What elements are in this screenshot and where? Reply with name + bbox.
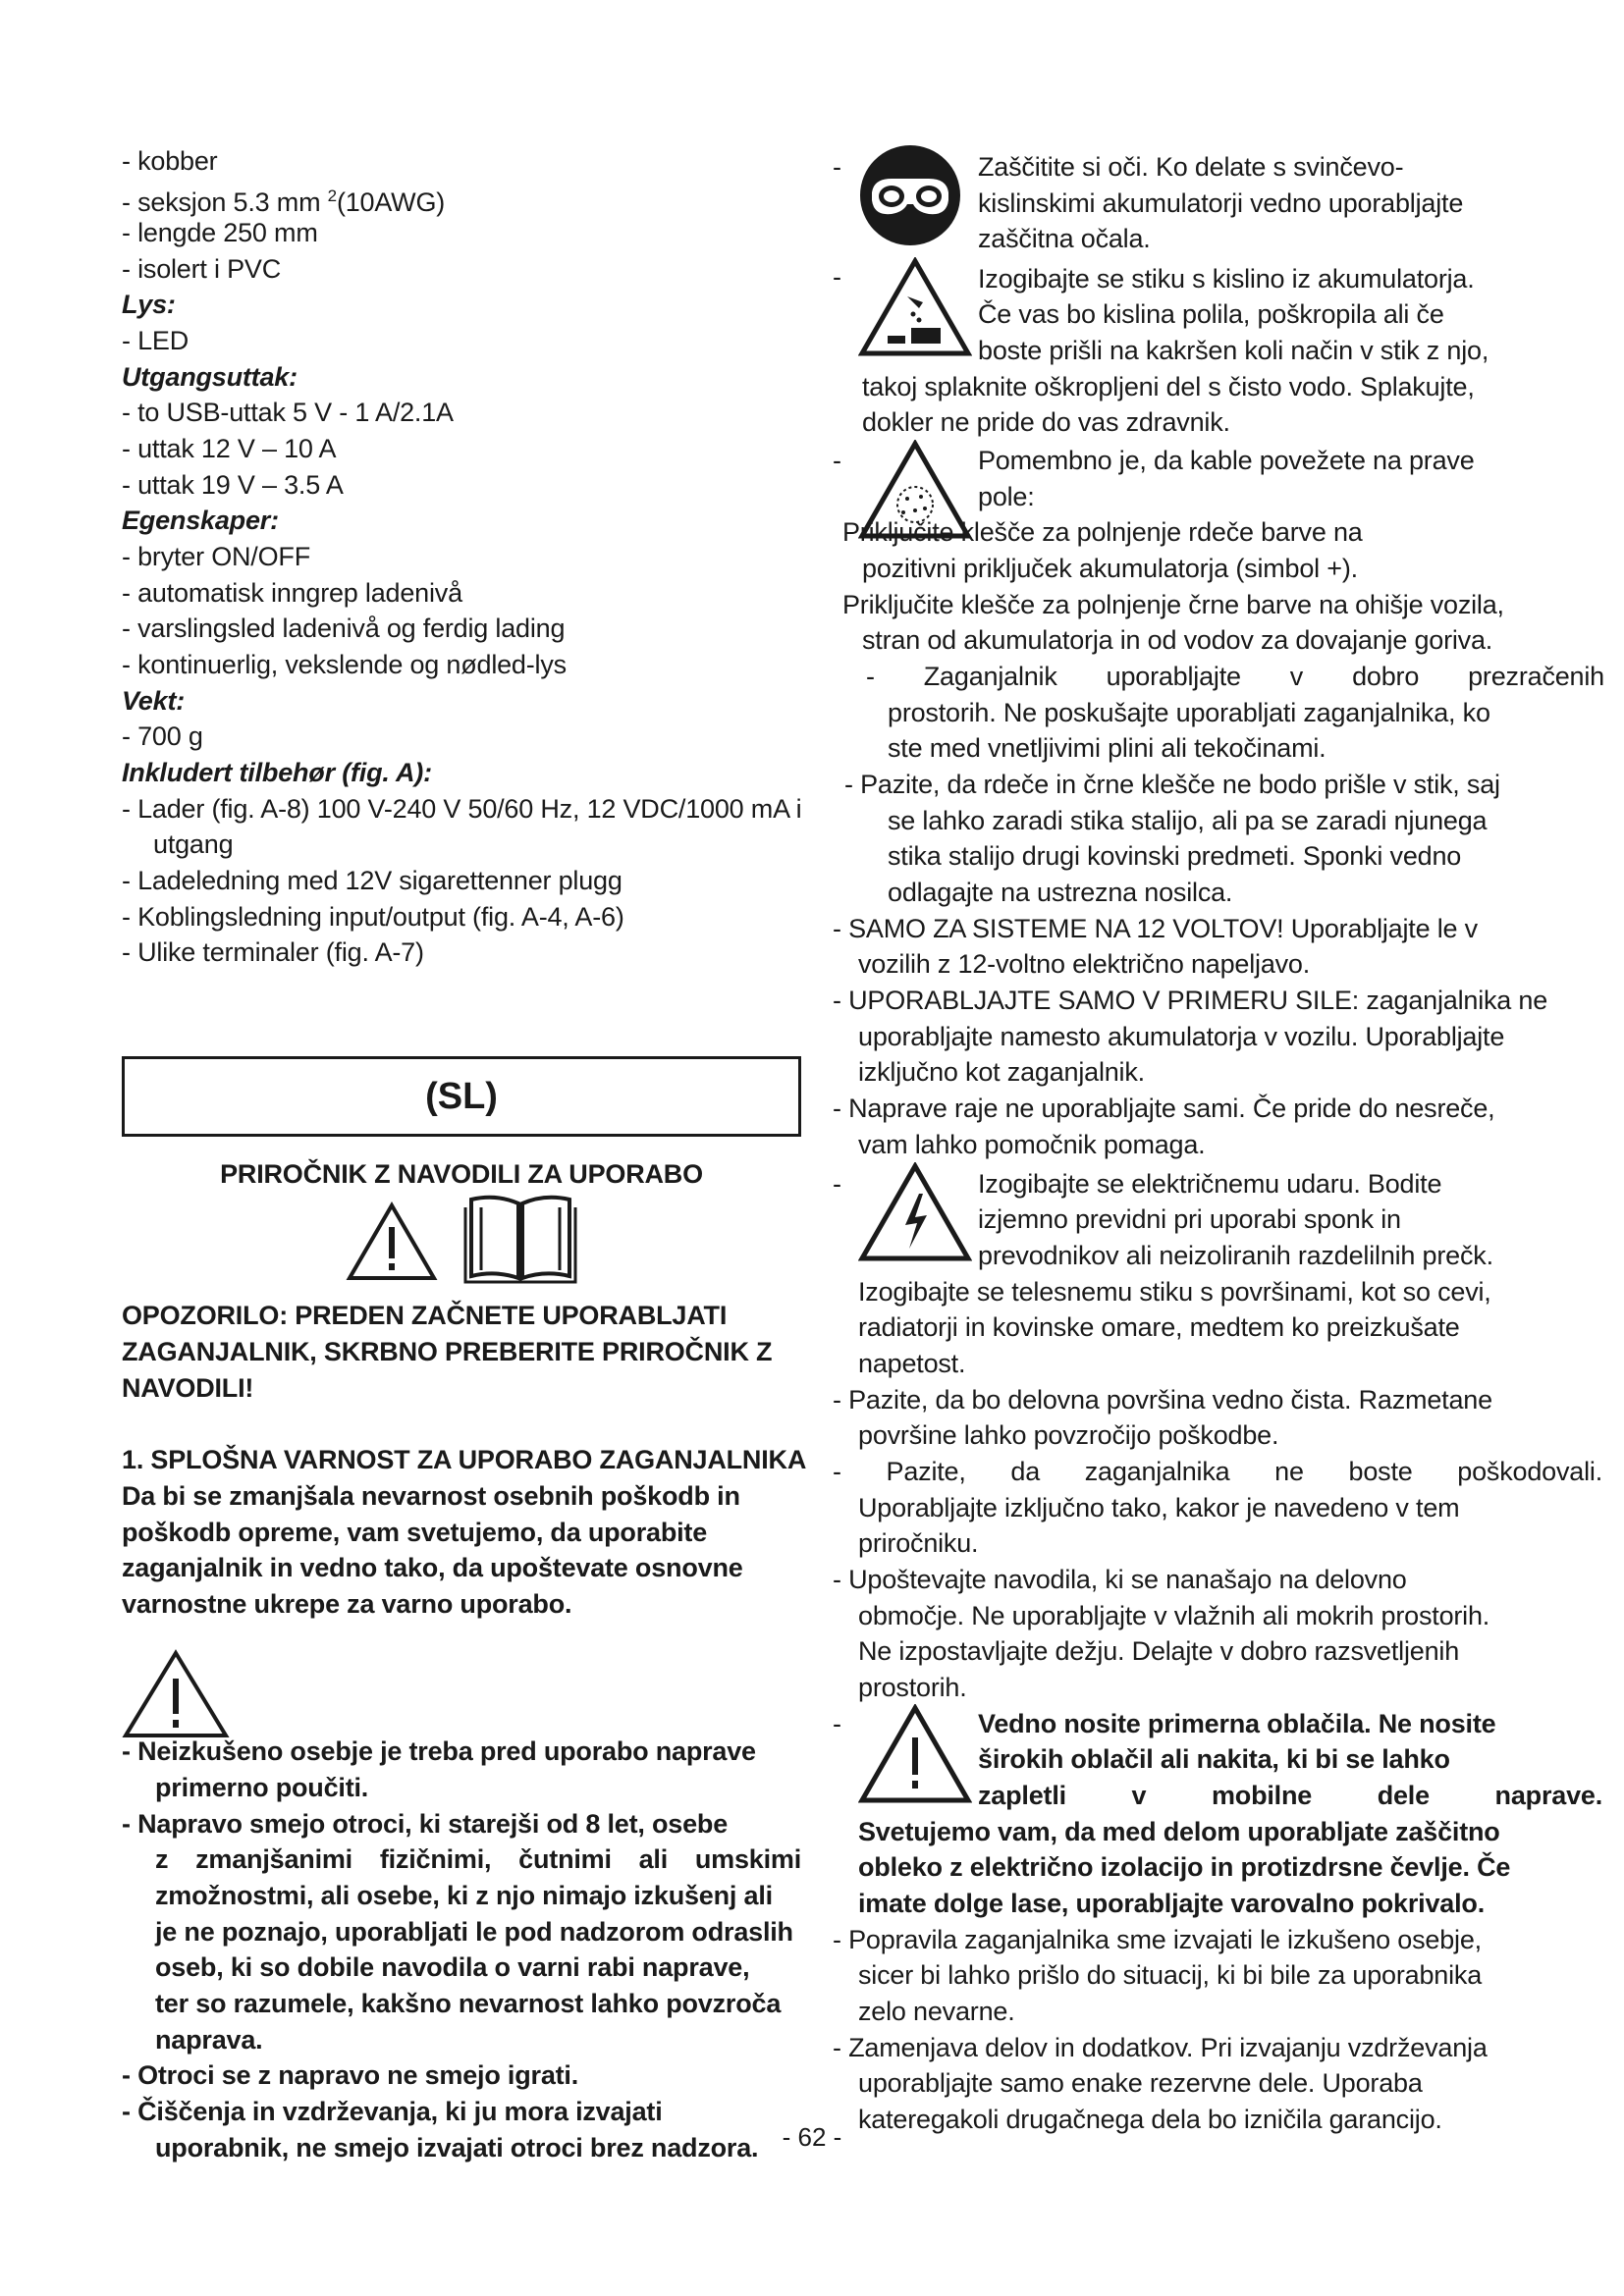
read-manual-book-icon xyxy=(461,1194,579,1284)
bullet-dash: - xyxy=(833,1709,841,1738)
bullet: - Čiščenja in vzdrževanja, ki ju mora izvajati xyxy=(122,2097,663,2126)
right-text: pole: xyxy=(978,482,1035,511)
warning-triangle-icon xyxy=(346,1201,438,1282)
manual-title: PRIROČNIK Z NAVODILI ZA UPORABO xyxy=(220,1159,703,1189)
warning-text: ZAGANJALNIK, SKRBNO PREBERITE PRIROČNIK Z xyxy=(122,1337,773,1366)
safety-goggles-icon xyxy=(858,143,962,247)
spec-line: - kobber xyxy=(122,146,218,176)
right-text: priročniku. xyxy=(858,1528,979,1558)
lys-item: - LED xyxy=(122,326,189,355)
right-text: se lahko zaradi stika stalijo, ali pa se zaradi njunega xyxy=(888,806,1488,835)
right-text: stika stalijo drugi kovinski predmeti. Sponki vedno xyxy=(888,841,1462,871)
right-text: Pomembno je, da kable povežete na prave xyxy=(978,446,1475,475)
bullet-cont: je ne poznajo, uporabljati le pod nadzorom odraslih xyxy=(155,1917,793,1947)
spec-line: - lengde 250 mm xyxy=(122,218,318,247)
right-text: Izogibajte se stiku s kislino iz akumulatorja. xyxy=(978,264,1475,294)
right-text: takoj splaknite oškropljeni del s čisto vodo. Splakujte, xyxy=(862,372,1475,401)
section-1-body: varnostne ukrepe za varno uporabo. xyxy=(122,1589,572,1619)
right-text: sicer bi lahko prišlo do situacij, ki bi bile za uporabnika xyxy=(858,1960,1483,1990)
right-text: dokler ne pride do vas zdravnik. xyxy=(862,407,1230,437)
spec-line: - isolert i PVC xyxy=(122,254,282,284)
right-text: kislinskimi akumulatorji vedno uporabljajte xyxy=(978,188,1464,218)
right-text: - Pazite, da bo delovna površina vedno čista. Razmetane xyxy=(833,1385,1492,1415)
right-text: pozitivni priključek akumulatorja (simbol +). xyxy=(862,554,1358,583)
utgang-item: - uttak 19 V – 3.5 A xyxy=(122,470,344,500)
right-text: radiatorji in kovinske omare, medtem ko preizkušate xyxy=(858,1312,1460,1342)
right-text: Izogibajte se električnemu udaru. Bodite xyxy=(978,1169,1442,1199)
bullet-cont: z zmanjšanimi fizičnimi, čutnimi ali umskimi xyxy=(155,1844,801,1874)
section-1-body: poškodb opreme, vam svetujemo, da uporabite xyxy=(122,1518,708,1547)
section-1-title: 1. SPLOŠNA VARNOST ZA UPORABO ZAGANJALNIKA xyxy=(122,1445,807,1474)
right-text: - UPORABLJAJTE SAMO V PRIMERU SILE: zaganjalnika ne xyxy=(833,986,1548,1015)
section-1-body: Da bi se zmanjšala nevarnost osebnih poškodb in xyxy=(122,1481,740,1511)
right-text: stran od akumulatorja in od vodov za dovajanje goriva. xyxy=(862,625,1493,655)
right-text: Vedno nosite primerna oblačila. Ne nosite xyxy=(978,1709,1496,1738)
electric-shock-warning-icon xyxy=(858,1162,972,1262)
right-text: - Popravila zaganjalnika sme izvajati le izkušeno osebje, xyxy=(833,1925,1482,1954)
right-text: odlagajte na ustrezna nosilca. xyxy=(888,878,1233,907)
inkludert-item-cont: utgang xyxy=(153,829,234,859)
right-text: uporabljajte namesto akumulatorja v vozilu. Uporabljajte xyxy=(858,1022,1505,1051)
bullet-dash: - xyxy=(833,446,841,475)
page-number: - 62 - xyxy=(782,2122,842,2152)
right-text: napetost. xyxy=(858,1349,966,1378)
right-text: ste med vnetljivimi plini ali tekočinami. xyxy=(888,733,1326,763)
bullet-cont: oseb, ki so dobile navodila o varni rabi naprave, xyxy=(155,1952,750,1982)
right-text: uporabljajte samo enake rezervne dele. Uporaba xyxy=(858,2068,1423,2098)
egenskaper-item: - varslingsled ladenivå og ferdig lading xyxy=(122,614,566,643)
right-text: prevodnikov ali neizoliranih razdelilnih prečk. xyxy=(978,1241,1493,1270)
spec-line: - seksjon 5.3 mm $^2$(10AWG) xyxy=(122,187,446,217)
right-text: Zaščitite si oči. Ko delate s svinčevo- xyxy=(978,152,1404,182)
vekt-heading: Vekt: xyxy=(122,686,186,716)
lys-heading: Lys: xyxy=(122,290,176,319)
right-text: imate dolge lase, uporabljajte varovalno pokrivalo. xyxy=(858,1889,1485,1918)
right-text: - Naprave raje ne uporabljajte sami. Če pride do nesreče, xyxy=(833,1094,1495,1123)
warning-text: OPOZORILO: PREDEN ZAČNETE UPORABLJATI xyxy=(122,1301,728,1330)
right-text: prostorih. Ne poskušajte uporabljati zaganjalnika, ko xyxy=(888,698,1490,727)
bullet-dash: - xyxy=(833,152,841,182)
warning-triangle-icon xyxy=(858,1704,972,1804)
right-text: prostorih. xyxy=(858,1673,967,1702)
egenskaper-item: - bryter ON/OFF xyxy=(122,542,310,571)
bullet: - Neizkušeno osebje je treba pred uporabo naprave xyxy=(122,1736,756,1766)
right-text: - Pazite, da rdeče in črne klešče ne bodo prišle v stik, saj xyxy=(844,770,1500,799)
utgang-heading: Utgangsuttak: xyxy=(122,362,298,392)
right-text: zaščitna očala. xyxy=(978,224,1151,253)
vekt-item: - 700 g xyxy=(122,721,203,751)
right-text: Svetujemo vam, da med delom uporabljate zaščitno xyxy=(858,1817,1500,1846)
inkludert-item: - Ulike terminaler (fig. A-7) xyxy=(122,937,424,967)
right-text: izjemno previdni pri uporabi sponk in xyxy=(978,1204,1401,1234)
bullet: - Otroci se z napravo ne smejo igrati. xyxy=(122,2060,579,2090)
right-text: območje. Ne uporabljajte v vlažnih ali mokrih prostorih. xyxy=(858,1601,1490,1630)
right-text: zapletli v mobilne dele naprave. xyxy=(978,1781,1602,1810)
inkludert-item: - Ladeledning med 12V sigarettenner plugg xyxy=(122,866,623,895)
right-text: površine lahko povzročijo poškodbe. xyxy=(858,1420,1279,1450)
bullet-dash: - xyxy=(833,1169,841,1199)
egenskaper-item: - automatisk inngrep ladenivå xyxy=(122,578,462,608)
right-text: Uporabljajte izključno tako, kakor je navedeno v tem xyxy=(858,1493,1460,1522)
inkludert-item: - Koblingsledning input/output (fig. A-4, A-6) xyxy=(122,902,624,932)
right-text: - Zamenjava delov in dodatkov. Pri izvajanju vzdrževanja xyxy=(833,2033,1488,2062)
section-1-body: zaganjalnik in vedno tako, da upoštevate osnovne xyxy=(122,1553,743,1582)
language-box: (SL) xyxy=(122,1056,801,1137)
right-text: - Zaganjalnik uporabljajte v dobro prezračenih xyxy=(866,662,1604,691)
bullet-dash: - xyxy=(833,262,841,292)
utgang-item: - uttak 12 V – 10 A xyxy=(122,434,337,463)
right-text: vam lahko pomočnik pomaga. xyxy=(858,1130,1206,1159)
bullet-cont: uporabnik, ne smejo izvajati otroci brez nadzora. xyxy=(155,2133,759,2163)
egenskaper-heading: Egenskaper: xyxy=(122,506,279,535)
bullet-cont: zmožnostmi, ali osebe, ki z njo nimajo izkušenj ali xyxy=(155,1881,773,1910)
corrosive-acid-warning-icon xyxy=(858,257,972,357)
bullet: - Napravo smejo otroci, ki starejši od 8 let, osebe xyxy=(122,1809,729,1839)
right-text: obleko z električno izolacijo in protizdrsne čevlje. Če xyxy=(858,1852,1511,1882)
right-text: Ne izpostavljajte dežju. Delajte v dobro razsvetljenih xyxy=(858,1636,1460,1666)
right-text: vozilih z 12-voltno električno napeljavo. xyxy=(858,949,1311,979)
bullet-cont: ter so razumele, kakšno nevarnost lahko povzroča xyxy=(155,1989,782,2018)
right-text: boste prišli na kakršen koli način v stik z njo, xyxy=(978,336,1489,365)
right-text: - Upoštevajte navodila, ki se nanašajo na delovno xyxy=(833,1565,1407,1594)
bullet-cont: primerno poučiti. xyxy=(155,1773,369,1802)
right-text: Izogibajte se telesnemu stiku s površinami, kot so cevi, xyxy=(858,1277,1491,1307)
inkludert-heading: Inkludert tilbehør (fig. A): xyxy=(122,758,432,787)
right-text: kateregakoli drugačnega dela bo izničila garancijo. xyxy=(858,2105,1442,2134)
right-text: širokih oblačil ali nakita, ki bi se lahko xyxy=(978,1744,1450,1774)
utgang-item: - to USB-uttak 5 V - 1 A/2.1A xyxy=(122,398,454,427)
right-text: Priključite klešče za polnjenje črne barve na ohišje vozila, xyxy=(842,590,1504,619)
right-text: - Pazite, da zaganjalnika ne boste poškodovali. xyxy=(833,1457,1602,1486)
right-text: - SAMO ZA SISTEME NA 12 VOLTOV! Uporabljajte le v xyxy=(833,914,1478,943)
right-text: izključno kot zaganjalnik. xyxy=(858,1057,1145,1087)
warning-text: NAVODILI! xyxy=(122,1373,254,1403)
right-text: Priključite klešče za polnjenje rdeče barve na xyxy=(842,517,1363,547)
egenskaper-item: - kontinuerlig, vekslende og nødled-lys xyxy=(122,650,567,679)
bullet-cont: naprava. xyxy=(155,2025,263,2055)
inkludert-item: - Lader (fig. A-8) 100 V-240 V 50/60 Hz, 12 VDC/1000 mA i xyxy=(122,794,802,824)
warning-triangle-icon xyxy=(122,1649,230,1739)
right-text: Če vas bo kislina polila, poškropila ali če xyxy=(978,299,1444,329)
right-text: zelo nevarne. xyxy=(858,1997,1015,2026)
